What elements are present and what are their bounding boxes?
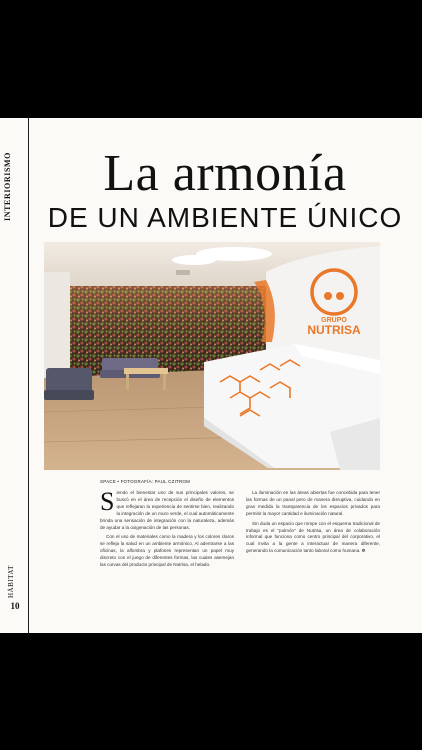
- article-paragraph: Sin duda un espacio que rompe con el esquema tradicional de trabajo es el "pulmón" de Nutrisa, un área de colaboración informal que funciona como centro principal del corporativo, el cual invita a la gente a interactuar de manera diferente, generando la comunicación tanto laboral como humana. ❁: [246, 520, 380, 554]
- article-body: [100, 487, 380, 569]
- logo-line-2: NUTRISA: [307, 323, 361, 337]
- reception-illustration: [44, 242, 380, 470]
- logo-line-1: GRUPO: [321, 317, 347, 324]
- article-paragraph: Con el uso de materiales como la madera y los colores claros se refleja la salud en un ambiente armónico. Al adentrarse a las oficinas, la alfombra y plafones representan un papel muy discreto con el juego de diferentes formas, las cuales asemejan las curvas del producto principal de Nutrisa, el helado.: [100, 534, 234, 568]
- article-title: La armonía: [103, 145, 347, 202]
- ceiling-vent: [176, 270, 190, 275]
- photo-caption: SPACE • FOTOGRAFÍA: PAUL CZITROM: [100, 479, 191, 484]
- magazine-page: [0, 118, 422, 633]
- article-subtitle: DE UN AMBIENTE ÚNICO: [47, 202, 403, 233]
- article-paragraph: Siendo el bienestar uno de sus principales valores, se buscó en el área de recepción el diseño de elementos que reflejaran la experiencia de sentirse bien, realizando la integración de un muro verde, el cual automáticamente brinda una sensación de integración con la naturaleza, además de ayudar a la oxigenación de las personas.: [100, 487, 234, 530]
- page-number: 10: [10, 601, 20, 611]
- section-label: INTERIORISMO: [3, 152, 12, 221]
- reception-photo: [44, 242, 380, 470]
- coffee-table: [124, 368, 168, 374]
- ceiling-light: [172, 255, 216, 265]
- article-paragraph: La iluminación en las áreas abiertas fue concebida para tener las formas de un panal pero de manera disruptiva, cuidando en gran medida la transparencia de los espacios privados para permitir la mayor cantidad e iluminación natural.: [246, 490, 380, 516]
- drop-cap: S: [100, 487, 115, 516]
- magazine-label: HÁBITAT: [7, 565, 15, 598]
